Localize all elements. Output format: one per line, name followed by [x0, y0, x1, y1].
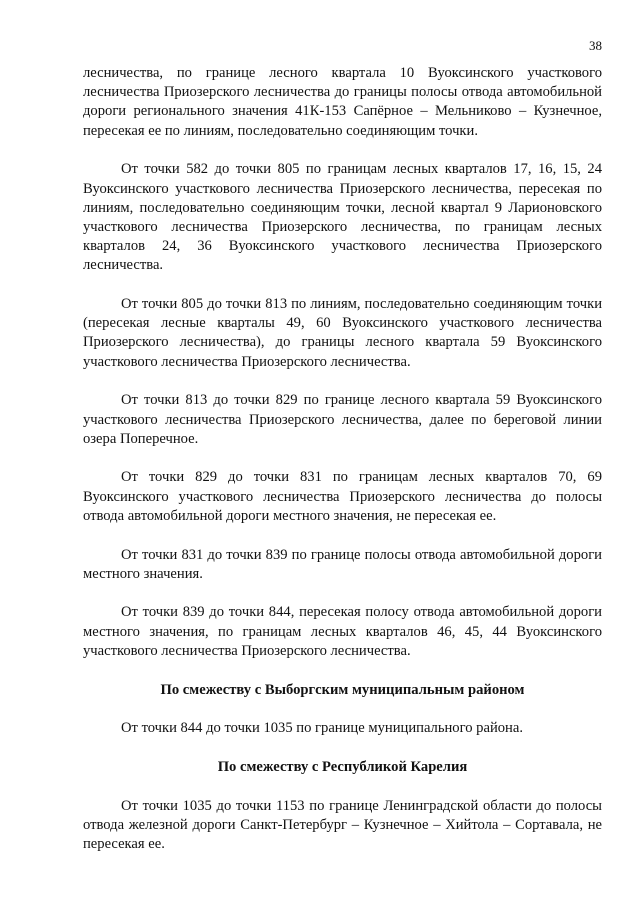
section-heading-vyborgsky: По смежеству с Выборгским муниципальным районом [160, 681, 525, 698]
document-body [83, 64, 602, 854]
paragraph-844-1035: От точки 844 до точки 1035 по границе муниципального района. [121, 720, 523, 737]
paragraph-805-813: От точки 805 до точки 813 по линиям, последовательно соединяющим точки (пересекая лесные кварталы 49, 60 Вуоксинского участкового лесничества Приозерского лесничества), до границы лесного квартала 59 Вуоксинского участкового лесничества Приозерского лесничества. [83, 296, 602, 370]
section-heading-karelia: По смежеству с Республикой Карелия [217, 758, 468, 775]
paragraph-continuation: лесничества, по границе лесного квартала 10 Вуоксинского участкового лесничества Приозерского лесничества до границы полосы отвода автомобильной дороги регионального значения 41К-153 Сапёрное – Мельниково – Кузнечное, пересекая ее по линиям, последовательно соединяющим точки. [83, 65, 602, 139]
paragraph-831-839: От точки 831 до точки 839 по границе полосы отвода автомобильной дороги местного значения. [83, 546, 602, 582]
paragraph-1035-1153: От точки 1035 до точки 1153 по границе Ленинградской области до полосы отвода железной дороги Санкт-Петербург – Кузнечное – Хийтола – Сортавала, не пересекая ее. [83, 797, 602, 853]
paragraph-582-805: От точки 582 до точки 805 по границам лесных кварталов 17, 16, 15, 24 Вуоксинского участкового лесничества Приозерского лесничества, пересекая по линиям, последовательно соединяющим точки, лесной квартал 9 Ларионовского участкового лесничества Приозерского лесничества, по границам лесных кварталов 24, 36 Вуоксинского участкового лесничества Приозерского лесничества. [83, 161, 602, 274]
paragraph-829-831: От точки 829 до точки 831 по границам лесных кварталов 70, 69 Вуоксинского участкового лесничества Приозерского лесничества до полосы отвода автомобильной дороги местного значения, не пересекая ее. [83, 469, 602, 524]
paragraph-839-844: От точки 839 до точки 844, пересекая полосу отвода автомобильной дороги местного значения, по границам лесных кварталов 46, 45, 44 Вуоксинского участкового лесничества Приозерского лесничества. [83, 604, 602, 659]
page-number: 38 [589, 38, 602, 53]
paragraph-813-829: От точки 813 до точки 829 по границе лесного квартала 59 Вуоксинского участкового лесничества Приозерского лесничества, далее по береговой линии озера Поперечное. [83, 392, 602, 447]
